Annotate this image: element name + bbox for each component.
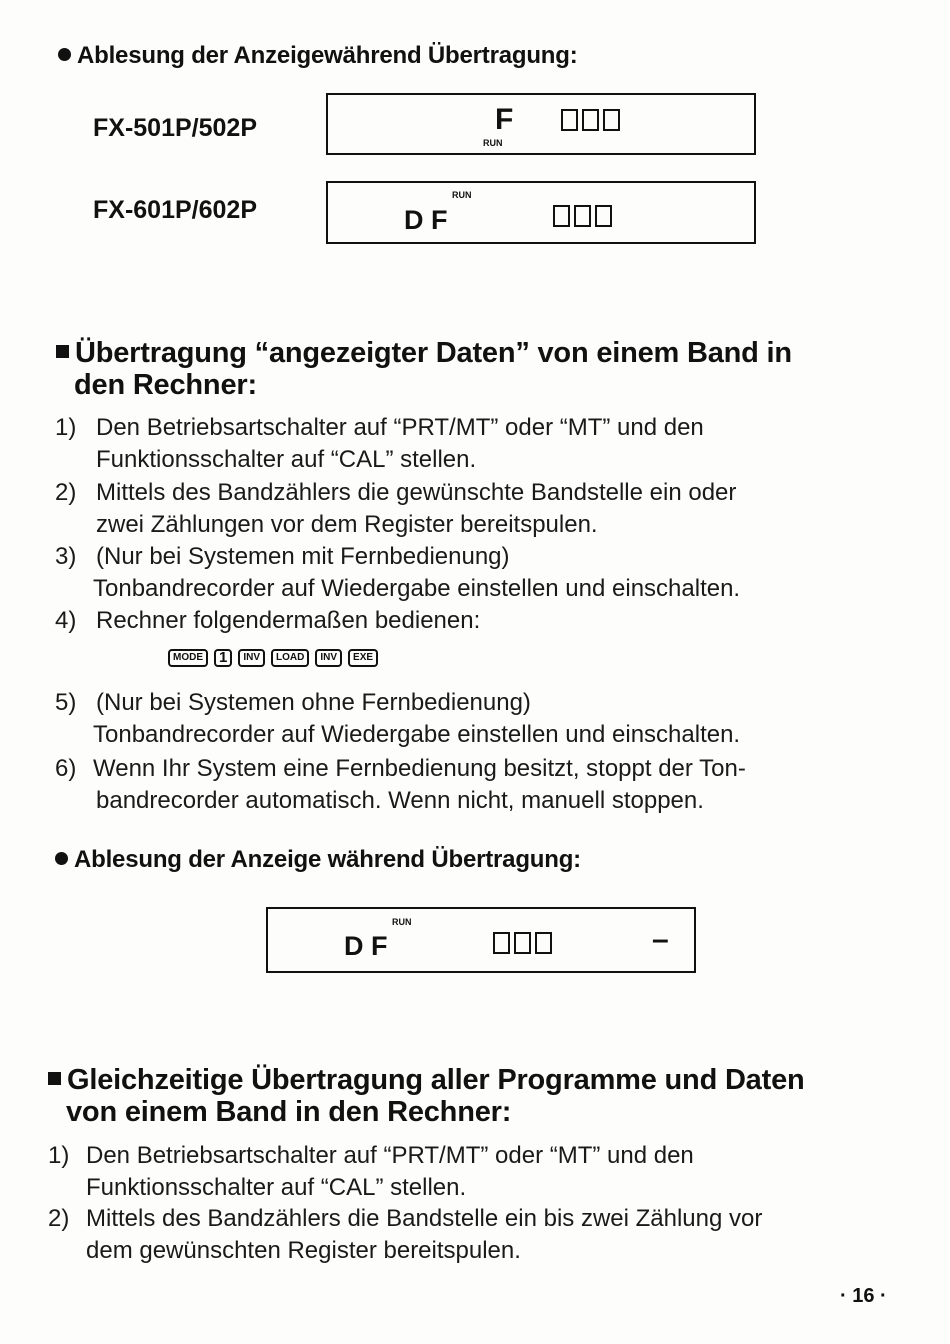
- section-title-1: Übertragung “angezeigter Daten” von einem Band in den Rechner:: [56, 337, 792, 401]
- reading-heading-2: Ablesung der Anzeige während Übertragung:: [55, 846, 581, 874]
- digit-boxes: [553, 205, 612, 227]
- step-2-2: 2) Mittels des Bandzählers die Bandstelle ein bis zwei Zählung vor dem gewünschten Register bereitspulen.: [48, 1205, 763, 1264]
- run-indicator: RUN: [483, 138, 503, 148]
- digit-box: [561, 109, 578, 131]
- square-bullet-icon: [56, 345, 69, 358]
- lcd-char: D F: [404, 205, 448, 235]
- lcd-display-transfer: [266, 907, 696, 973]
- page-number: · 16 ·: [840, 1285, 887, 1307]
- reading-heading-1: Ablesung der Anzeigewährend Übertragung:: [58, 42, 578, 70]
- digit-boxes: [493, 932, 552, 954]
- digit-box: [595, 205, 612, 227]
- inv-key-icon: INV: [238, 649, 265, 667]
- lcd-char: F: [495, 103, 514, 136]
- digit-box: [514, 932, 531, 954]
- mode-key-icon: MODE: [168, 649, 208, 667]
- one-key-icon: 1: [214, 649, 232, 667]
- key-sequence: [168, 649, 378, 667]
- digit-box: [582, 109, 599, 131]
- model-label-fx501: FX-501P/502P: [93, 114, 257, 142]
- run-indicator: RUN: [452, 190, 472, 200]
- digit-box: [574, 205, 591, 227]
- inv-key-icon: INV: [315, 649, 342, 667]
- lcd-char: D F: [344, 931, 388, 961]
- bullet-dot-icon: [55, 852, 68, 865]
- step-4: 4) Rechner folgendermaßen bedienen:: [55, 607, 481, 634]
- step-6: 6) Wenn Ihr System eine Fernbedienung besitzt, stoppt der Ton- bandrecorder automatisch. Wenn nicht, manuell stoppen.: [55, 755, 746, 814]
- section-title-2: Gleichzeitige Übertragung aller Programme und Daten von einem Band in den Rechner:: [48, 1064, 805, 1128]
- bullet-dot-icon: [58, 48, 71, 61]
- digit-box: [493, 932, 510, 954]
- step-1: 1) Den Betriebsartschalter auf “PRT/MT” oder “MT” und den Funktionsschalter auf “CAL” stellen.: [55, 414, 704, 473]
- step-2-1: 1) Den Betriebsartschalter auf “PRT/MT” oder “MT” und den Funktionsschalter auf “CAL” stellen.: [48, 1142, 694, 1201]
- lcd-display-fx601: [326, 181, 756, 244]
- step-2: 2) Mittels des Bandzählers die gewünschte Bandstelle ein oder zwei Zählungen vor dem Register bereitspulen.: [55, 479, 737, 538]
- trailing-dash: –: [652, 923, 669, 956]
- lcd-display-fx501: [326, 93, 756, 155]
- digit-box: [535, 932, 552, 954]
- exe-key-icon: EXE: [348, 649, 378, 667]
- digit-boxes: [561, 109, 620, 131]
- square-bullet-icon: [48, 1072, 61, 1085]
- model-label-fx601: FX-601P/602P: [93, 196, 257, 224]
- step-5: 5) (Nur bei Systemen ohne Fernbedienung) Tonbandrecorder auf Wiedergabe einstellen und einschalten.: [55, 689, 741, 748]
- digit-box: [553, 205, 570, 227]
- digit-box: [603, 109, 620, 131]
- step-3: 3) (Nur bei Systemen mit Fernbedienung) Tonbandrecorder auf Wiedergabe einstellen und einschalten.: [55, 543, 741, 602]
- load-key-icon: LOAD: [271, 649, 309, 667]
- run-indicator: RUN: [392, 917, 412, 927]
